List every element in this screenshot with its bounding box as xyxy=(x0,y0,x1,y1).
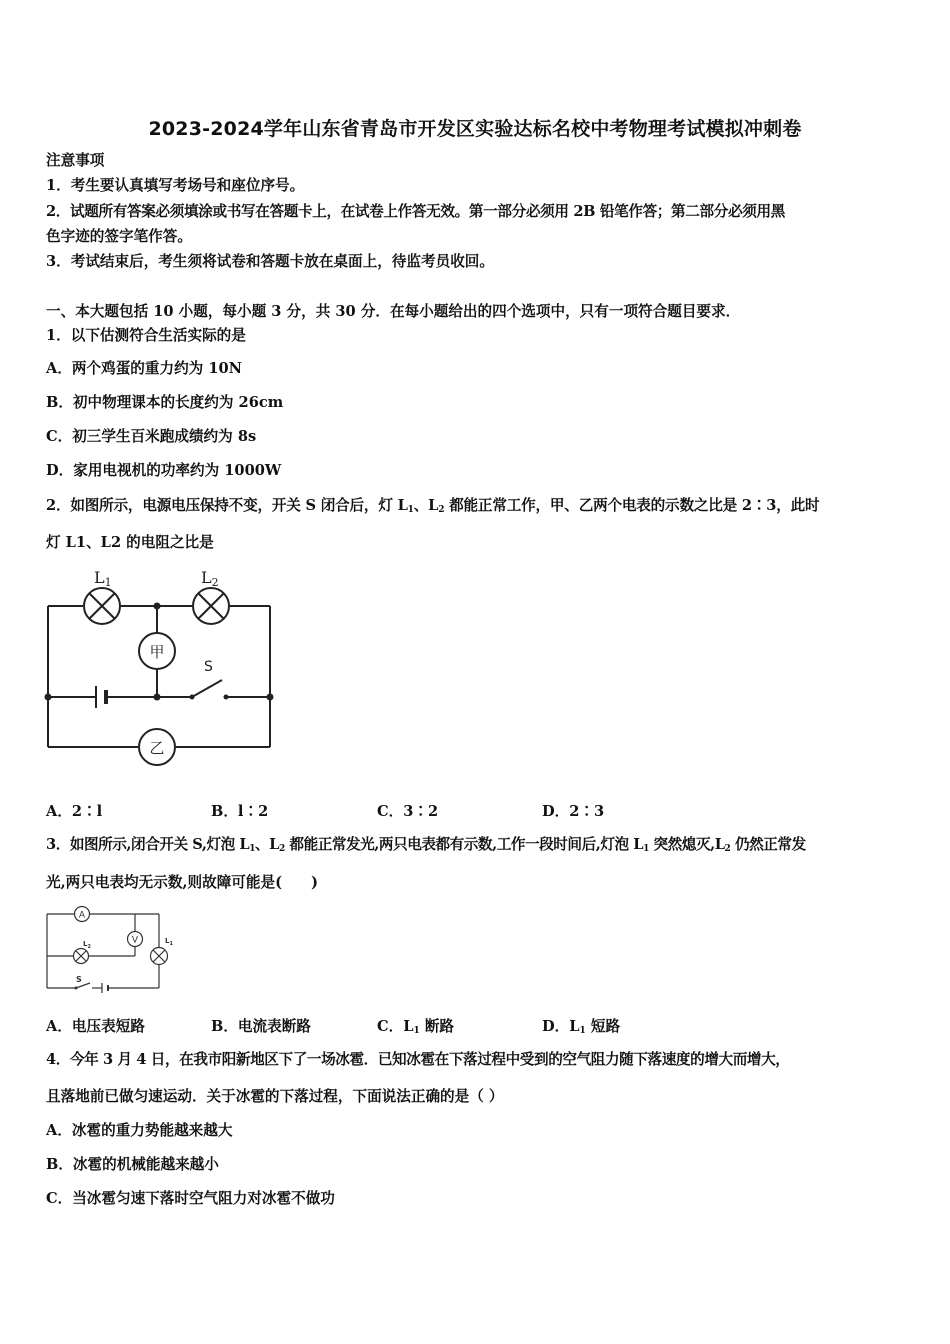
meter-yi-label: 乙 xyxy=(149,739,165,757)
notice-item-1: 1．考生要认真填写考场号和座位序号。 xyxy=(46,177,305,194)
notice-item-2-line-1: 2．试题所有答案必须填涂或书写在答题卡上，在试卷上作答无效。第一部分必须用 2B 铅笔作答；第二部分必须用黑 xyxy=(46,203,786,220)
q4-option-b: B．冰雹的机械能越来越小 xyxy=(46,1156,219,1173)
q4-option-c: C．当冰雹匀速下落时空气阻力对冰雹不做功 xyxy=(46,1190,335,1207)
lamp-l1 xyxy=(84,588,120,624)
q2-options xyxy=(46,800,908,820)
q3-stem-line-1: 3．如图所示,闭合开关 S,灯泡 $L_1$、$L_2$ 都能正常发光,两只电表都有示数,工作一段时间后,灯泡 $L_1$ 突然熄灭$,L_2$ 仍然正常发 xyxy=(46,836,806,854)
q3-lamp-l1 xyxy=(151,948,168,965)
lamp-l2-label: L2 xyxy=(201,568,219,589)
q1-option-c: C．初三学生百米跑成绩约为 8s xyxy=(46,428,257,445)
q2-circuit-diagram xyxy=(40,563,285,773)
section-heading: 一、本大题包括 10 小题，每小题 3 分，共 30 分．在每小题给出的四个选项中，只有一项符合题目要求． xyxy=(46,303,741,320)
lamp-l1-label: L1 xyxy=(94,568,112,589)
q2-option-b: B．l∶2 xyxy=(211,803,269,820)
notice-heading: 注意事项 xyxy=(46,152,105,169)
q3-lamp-l2 xyxy=(74,949,89,964)
q3-ammeter-label: A xyxy=(78,910,86,921)
q1-option-d: D．家用电视机的功率约为 1000W xyxy=(46,462,282,479)
q4-stem-line-2: 且落地前已做匀速运动．关于冰雹的下落过程，下面说法正确的是（ ） xyxy=(46,1088,504,1105)
notice-item-3: 3．考试结束后，考生须将试卷和答题卡放在桌面上，待监考员收回。 xyxy=(46,253,494,270)
q4-stem-line-1: 4．今年 3 月 4 日，在我市阳新地区下了一场冰雹．已知冰雹在下落过程中受到的空气阻力随下落速度的增大而增大， xyxy=(46,1051,790,1068)
q4-option-a: A．冰雹的重力势能越来越大 xyxy=(46,1122,233,1139)
q3-lamp-l1-label: $L_1$ xyxy=(165,937,173,947)
q3-circuit-diagram xyxy=(42,904,182,996)
q1-option-a: A．两个鸡蛋的重力约为 10N xyxy=(46,360,242,377)
lamp-l2 xyxy=(193,588,229,624)
q3-switch-label: S xyxy=(76,975,82,984)
q3-option-d: D．$L_1$ 短路 xyxy=(542,1018,621,1036)
q2-stem-line-1: 2．如图所示，电源电压保持不变，开关 S 闭合后，灯 $L_1$、$L_2$ 都能正常工作，甲、乙两个电表的示数之比是 2∶3，此时 xyxy=(46,497,820,515)
q3-option-b: B．电流表断路 xyxy=(211,1018,311,1035)
notice-item-2-line-2: 色字迹的签字笔作答。 xyxy=(46,228,192,245)
switch-label: S xyxy=(204,659,213,675)
q2-option-a: A．2∶l xyxy=(46,803,103,820)
q2-stem-line-2: 灯 L1、L2 的电阻之比是 xyxy=(46,534,214,551)
q3-option-a: A．电压表短路 xyxy=(46,1018,145,1035)
q1-stem: 1．以下估测符合生活实际的是 xyxy=(46,327,246,344)
switch-s xyxy=(190,680,229,700)
meter-jia-label: 甲 xyxy=(149,643,165,661)
page-title: 2023-2024学年山东省青岛市开发区实验达标名校中考物理考试模拟冲刺卷 xyxy=(148,118,802,140)
q3-options xyxy=(46,1015,908,1035)
q2-option-d: D．2∶3 xyxy=(542,803,605,820)
q3-voltmeter-label: V xyxy=(131,935,139,946)
q2-option-c: C．3∶2 xyxy=(377,803,439,820)
q3-lamp-l2-label: $L_2$ xyxy=(83,940,91,950)
q1-option-b: B．初中物理课本的长度约为 26cm xyxy=(46,394,284,411)
q3-stem-line-2: 光,两只电表均无示数,则故障可能是( ) xyxy=(46,874,319,891)
q3-option-c: C．$L_1$ 断路 xyxy=(377,1018,455,1036)
